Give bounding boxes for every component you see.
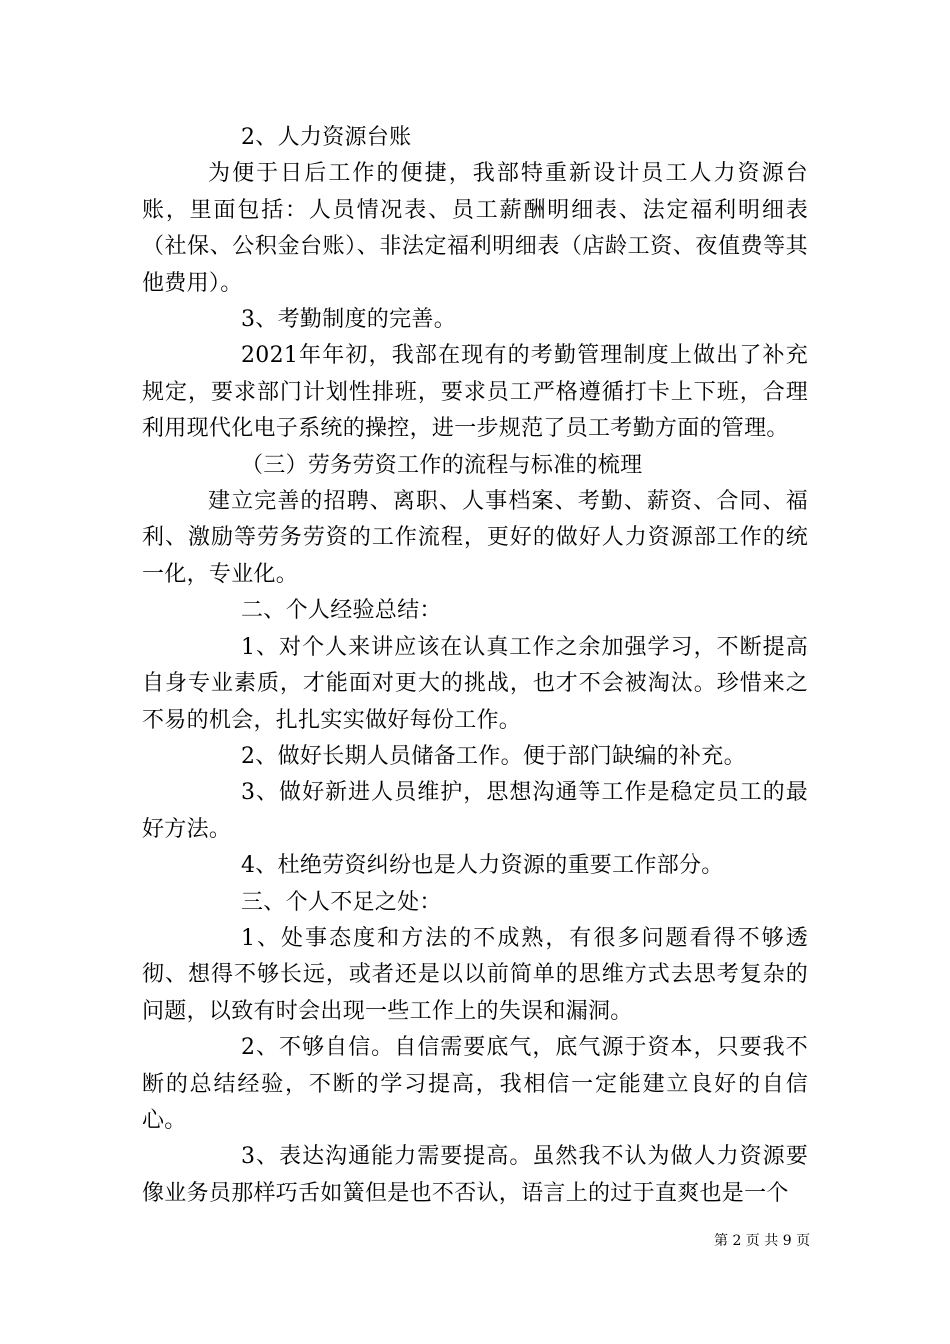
- paragraph-experience-1: 1、对个人来讲应该在认真工作之余加强学习，不断提高自身专业素质，才能面对更大的挑战，也才不会被淘汰。珍惜来之不易的机会，扎扎实实做好每份工作。: [142, 634, 808, 733]
- paragraph-shortcoming-1: 1、处事态度和方法的不成熟，有很多问题看得不够透彻、想得不够长远，或者还是以以前简单的思维方式去思考复杂的问题，以致有时会出现一些工作上的失误和漏洞。: [142, 925, 808, 1024]
- section-heading-hr-ledger: 2、人力资源台账: [241, 125, 412, 150]
- page-number-footer: 第 2 页 共 9 页: [714, 1233, 811, 1249]
- paragraph-hr-ledger: 为便于日后工作的便捷，我部特重新设计员工人力资源台账，里面包括：人员情况表、员工薪酬明细表、法定福利明细表（社保、公积金台账）、非法定福利明细表（店龄工资、夜值费等其他费用）。: [142, 161, 808, 296]
- section-heading-labor-process: （三）劳务劳资工作的流程与标准的梳理: [241, 452, 643, 478]
- paragraph-experience-4: 4、杜绝劳资纠纷也是人力资源的重要工作部分。: [241, 853, 724, 879]
- paragraph-attendance: 2021年年初，我部在现有的考勤管理制度上做出了补充规定，要求部门计划性排班，要求员工严格遵循打卡上下班，合理利用现代化电子系统的操控，进一步规范了员工考勤方面的管理。: [142, 343, 808, 442]
- document-body: [142, 120, 808, 1212]
- paragraph-experience-2: 2、做好长期人员储备工作。便于部门缺编的补充。: [241, 743, 746, 769]
- paragraph-shortcoming-2: 2、不够自信。自信需要底气，底气源于资本，只要我不断的总结经验，不断的学习提高，我相信一定能建立良好的自信心。: [142, 1035, 808, 1133]
- paragraph-labor-process: 建立完善的招聘、离职、人事档案、考勤、薪资、合同、福利、激励等劳务劳资的工作流程，更好的做好人力资源部工作的统一化，专业化。: [142, 489, 808, 587]
- section-heading-attendance: 3、考勤制度的完善。: [241, 307, 456, 333]
- paragraph-experience-3: 3、做好新进人员维护，思想沟通等工作是稳定员工的最好方法。: [142, 780, 808, 842]
- section-heading-experience: 二、个人经验总结：: [241, 598, 442, 624]
- paragraph-shortcoming-3: 3、表达沟通能力需要提高。虽然我不认为做人力资源要像业务员那样巧舌如簧但是也不否认，语言上的过于直爽也是一个: [142, 1144, 808, 1206]
- section-heading-shortcomings: 三、个人不足之处：: [241, 889, 442, 915]
